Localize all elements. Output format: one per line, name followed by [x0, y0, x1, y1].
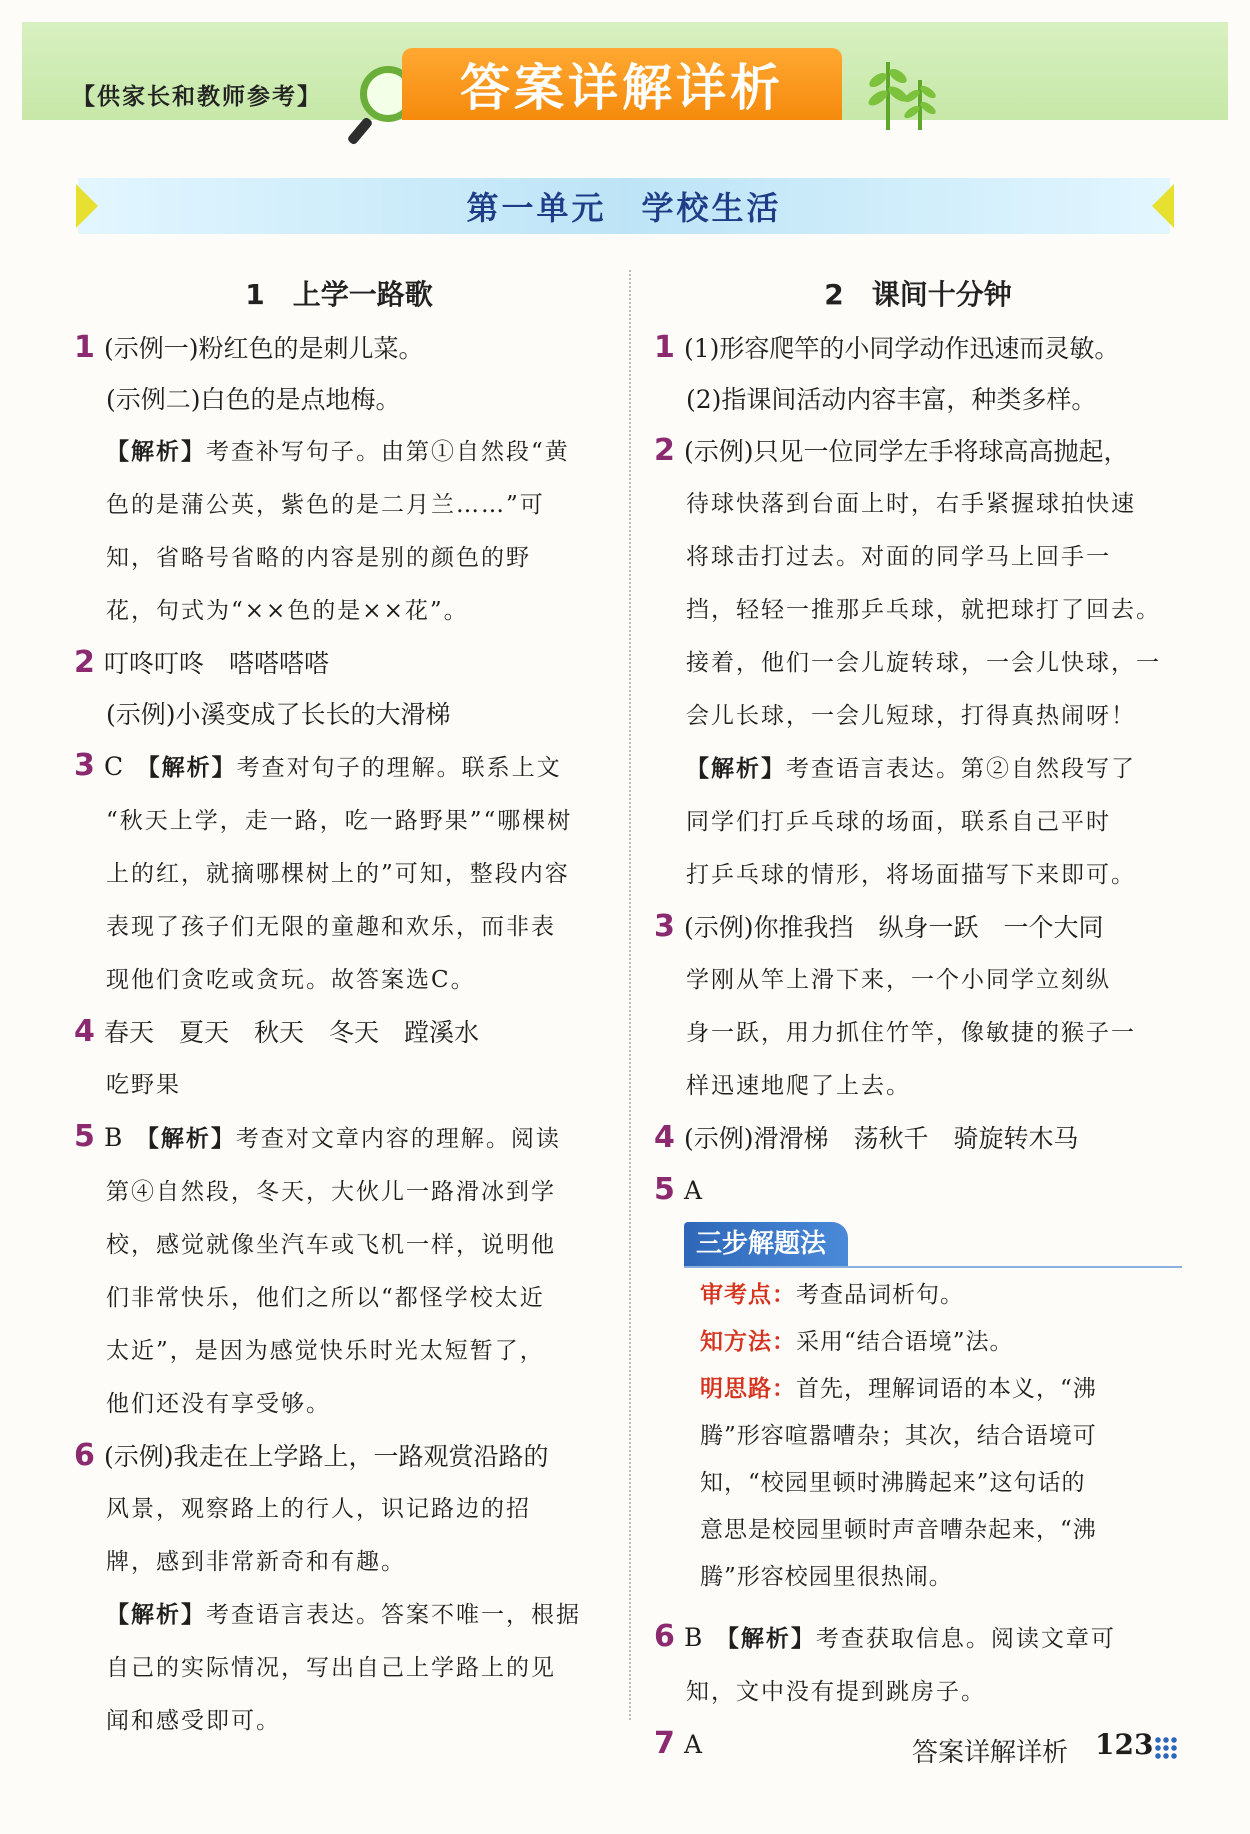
- answer-text: 样迅速地爬了上去。: [686, 1073, 911, 1099]
- answer-line: [654, 530, 1182, 583]
- method-line: [654, 1460, 1182, 1507]
- answer-text: 待球快落到台面上时，右手紧握球拍快速: [686, 491, 1136, 517]
- answer-text: 牌，感到非常新奇和有趣。: [106, 1549, 406, 1575]
- answer-text: 现他们贪吃或贪玩。故答案选C。: [106, 967, 476, 993]
- answer-line: [654, 953, 1182, 1006]
- answer-text: “秋天上学，走一路，吃一路野果”“哪棵树: [106, 808, 573, 834]
- question-number: 4: [654, 1120, 675, 1155]
- answer-text: 们非常快乐，他们之所以“都怪学校太近: [106, 1285, 545, 1311]
- method-line: [654, 1413, 1182, 1460]
- answer-text: 叮咚叮咚 嗒嗒嗒嗒: [104, 649, 330, 678]
- question-number: 5: [74, 1119, 95, 1154]
- analysis-text: 考查对句子的理解。联系上文: [236, 755, 562, 781]
- answer-text: (示例一)粉红色的是刺儿菜。: [104, 334, 424, 363]
- answer-line: [654, 1611, 1182, 1665]
- answer-line: [74, 425, 604, 478]
- answer-text: 校，感觉就像坐汽车或飞机一样，说明他: [106, 1232, 556, 1258]
- column-divider: [629, 270, 631, 1720]
- lesson-title: 1 上学一路歌: [245, 278, 433, 311]
- answer-line: [654, 1059, 1182, 1112]
- answer-text: 自己的实际情况，写出自己上学路上的见: [106, 1655, 556, 1681]
- method-line: [654, 1319, 1182, 1366]
- answer-line: [654, 1164, 1182, 1216]
- method-label: 知方法：: [700, 1329, 796, 1355]
- answer-text: 将球击打过去。对面的同学马上回手一: [686, 544, 1111, 570]
- footer-title: 答案详解详析: [912, 1738, 1069, 1768]
- answer-line: [74, 1165, 604, 1218]
- answer-text: 表现了孩子们无限的童趣和欢乐，而非表: [106, 914, 556, 940]
- answer-line: [74, 637, 604, 689]
- dots-icon: [1154, 1736, 1178, 1760]
- question-number: 4: [74, 1014, 95, 1049]
- answer-text: 打乒乓球的情形，将场面描写下来即可。: [686, 862, 1136, 888]
- answer-line: [74, 322, 604, 374]
- unit-title: 第一单元 学校生活: [466, 189, 782, 227]
- analysis-text: 考查对文章内容的理解。阅读: [235, 1126, 561, 1152]
- method-text: 腾”形容喧嚣嘈杂；其次，结合语境可: [700, 1423, 1097, 1449]
- page-number: 123: [1095, 1728, 1154, 1761]
- answer-line: [74, 1111, 604, 1165]
- answer-line: [74, 900, 604, 953]
- answer-text: B: [104, 1123, 148, 1152]
- analysis-label: 【解析】: [106, 1602, 206, 1628]
- method-text: 腾”形容校园里很热闹。: [700, 1564, 953, 1590]
- answer-text: (示例)滑滑梯 荡秋千 骑旋转木马: [684, 1124, 1079, 1153]
- answer-line: [74, 1058, 604, 1111]
- answer-line: [654, 1006, 1182, 1059]
- answer-text: (2)指课间活动内容丰富，种类多样。: [686, 385, 1097, 414]
- answer-line: [654, 1665, 1182, 1718]
- answer-line: [74, 847, 604, 900]
- answer-text: 同学们打乒乓球的场面，联系自己平时: [686, 809, 1111, 835]
- answer-text: (1)形容爬竿的小同学动作迅速而灵敏。: [684, 334, 1120, 363]
- method-label: 明思路：: [700, 1376, 796, 1402]
- question-number: 1: [74, 330, 95, 365]
- answer-line: [74, 794, 604, 847]
- answer-text: 考查语言表达。第②自然段写了: [786, 756, 1136, 782]
- answer-line: [654, 1112, 1182, 1164]
- answer-text: 色的是蒲公英，紫色的是二月兰……”可: [106, 492, 545, 518]
- answer-text: 考查语言表达。答案不唯一，根据: [206, 1602, 581, 1628]
- answer-text: 知，文中没有提到跳房子。: [686, 1679, 986, 1705]
- answer-text: 上的红，就摘哪棵树上的”可知，整段内容: [106, 861, 570, 887]
- answer-line: [74, 1482, 604, 1535]
- answer-list: [74, 322, 604, 1747]
- right-column: [654, 268, 1182, 1770]
- question-number: 1: [654, 330, 675, 365]
- answer-line: [74, 1324, 604, 1377]
- answer-text: (示例)我走在上学路上，一路观赏沿路的: [104, 1442, 549, 1471]
- left-column: [74, 268, 604, 1747]
- method-rule: [684, 1266, 1182, 1268]
- answer-text: 闻和感受即可。: [106, 1708, 281, 1734]
- answer-text: 太近”，是因为感觉快乐时光太短暂了，: [106, 1338, 545, 1364]
- answer-line: [74, 1694, 604, 1747]
- answer-text: 春天 夏天 秋天 冬天 蹚溪水: [104, 1018, 480, 1047]
- answer-line: [654, 477, 1182, 530]
- answer-text: (示例二)白色的是点地梅。: [106, 385, 401, 414]
- answer-line: [654, 636, 1182, 689]
- answer-text: 第④自然段，冬天，大伙儿一路滑冰到学: [106, 1179, 556, 1205]
- question-number: 2: [74, 645, 95, 680]
- answer-text: 考查补写句子。由第①自然段“黄: [206, 439, 570, 465]
- answer-text: 接着，他们一会儿旋转球，一会儿快球，一: [686, 650, 1161, 676]
- answer-line: [74, 1271, 604, 1324]
- answer-text: 身一跃，用力抓住竹竿，像敏捷的猴子一: [686, 1020, 1136, 1046]
- method-line: [654, 1366, 1182, 1413]
- answer-line: [74, 1641, 604, 1694]
- answer-line: [74, 478, 604, 531]
- answer-text: (示例)你推我挡 纵身一跃 一个大同: [684, 913, 1104, 942]
- answer-text: 花，句式为“××色的是××花”。: [106, 598, 469, 624]
- answer-line: [654, 742, 1182, 795]
- answer-text: 学刚从竿上滑下来，一个小同学立刻纵: [686, 967, 1111, 993]
- answer-text: 挡，轻轻一推那乒乓球，就把球打了回去。: [686, 597, 1161, 623]
- answer-text: 会儿长球，一会儿短球，打得真热闹呀！: [686, 703, 1136, 729]
- answer-line: [74, 1006, 604, 1058]
- answer-text: 知，省略号省略的内容是别的颜色的野: [106, 545, 531, 571]
- question-number: 7: [654, 1726, 675, 1761]
- answer-text: A: [684, 1176, 703, 1205]
- method-line: [654, 1507, 1182, 1554]
- method-list: [654, 1266, 1182, 1601]
- question-number: 3: [74, 748, 95, 783]
- method-label: 审考点：: [700, 1282, 796, 1308]
- answer-text: 他们还没有享受够。: [106, 1391, 331, 1417]
- method-text: 考查品词析句。: [796, 1282, 964, 1308]
- method-line: [654, 1554, 1182, 1601]
- method-text: 意思是校园里顿时声音嘈杂起来，“沸: [700, 1517, 1097, 1543]
- answer-line: [74, 1535, 604, 1588]
- question-number: 6: [74, 1438, 95, 1473]
- answer-line: [74, 1430, 604, 1482]
- answer-line: [654, 583, 1182, 636]
- answer-line: [74, 953, 604, 1006]
- leaf-icon: [858, 52, 938, 132]
- question-number: 3: [654, 909, 675, 944]
- answer-line: [654, 322, 1182, 374]
- answer-line: [74, 1218, 604, 1271]
- answer-line: [74, 374, 604, 425]
- lesson-title: 2 课间十分钟: [824, 278, 1012, 311]
- answer-text: (示例)小溪变成了长长的大滑梯: [106, 700, 451, 729]
- analysis-label: 【解析】: [147, 1126, 236, 1152]
- answer-line: [654, 689, 1182, 742]
- answer-text: 风景，观察路上的行人，识记路边的招: [106, 1496, 531, 1522]
- answer-text: B: [684, 1623, 728, 1652]
- answer-line: [74, 584, 604, 637]
- for-parents-note: 【供家长和教师参考】: [72, 83, 322, 110]
- method-line: [654, 1272, 1182, 1319]
- answer-line: [74, 531, 604, 584]
- question-number: 6: [654, 1619, 675, 1654]
- question-number: 2: [654, 433, 675, 468]
- analysis-label: 【解析】: [686, 756, 786, 782]
- answer-text: (示例)只见一位同学左手将球高高抛起，: [684, 437, 1129, 466]
- answer-line: [654, 848, 1182, 901]
- answer-line: [74, 1377, 604, 1430]
- answer-line: [654, 425, 1182, 477]
- magnifier-handle: [347, 116, 374, 145]
- answer-text: C: [104, 752, 149, 781]
- answer-line: [654, 795, 1182, 848]
- method-text: 采用“结合语境”法。: [796, 1329, 1014, 1355]
- method-text: 首先，理解词语的本义，“沸: [796, 1376, 1097, 1402]
- answer-text: A: [684, 1730, 703, 1759]
- method-box: [654, 1222, 1182, 1601]
- answer-line: [74, 1588, 604, 1641]
- analysis-text: 考查获取信息。阅读文章可: [815, 1626, 1116, 1652]
- answer-line: [74, 689, 604, 740]
- answer-text: 吃野果: [106, 1072, 181, 1098]
- analysis-label: 【解析】: [727, 1626, 816, 1652]
- answer-line: [74, 740, 604, 794]
- analysis-label: 【解析】: [106, 439, 206, 465]
- answer-line: [654, 901, 1182, 953]
- method-text: 知，“校园里顿时沸腾起来”这句话的: [700, 1470, 1086, 1496]
- question-number: 5: [654, 1172, 675, 1207]
- method-title: 三步解题法: [684, 1222, 848, 1266]
- analysis-label: 【解析】: [148, 755, 237, 781]
- page-title: 答案详解详析: [402, 48, 842, 120]
- answer-line: [654, 374, 1182, 425]
- answer-list: [654, 322, 1182, 1216]
